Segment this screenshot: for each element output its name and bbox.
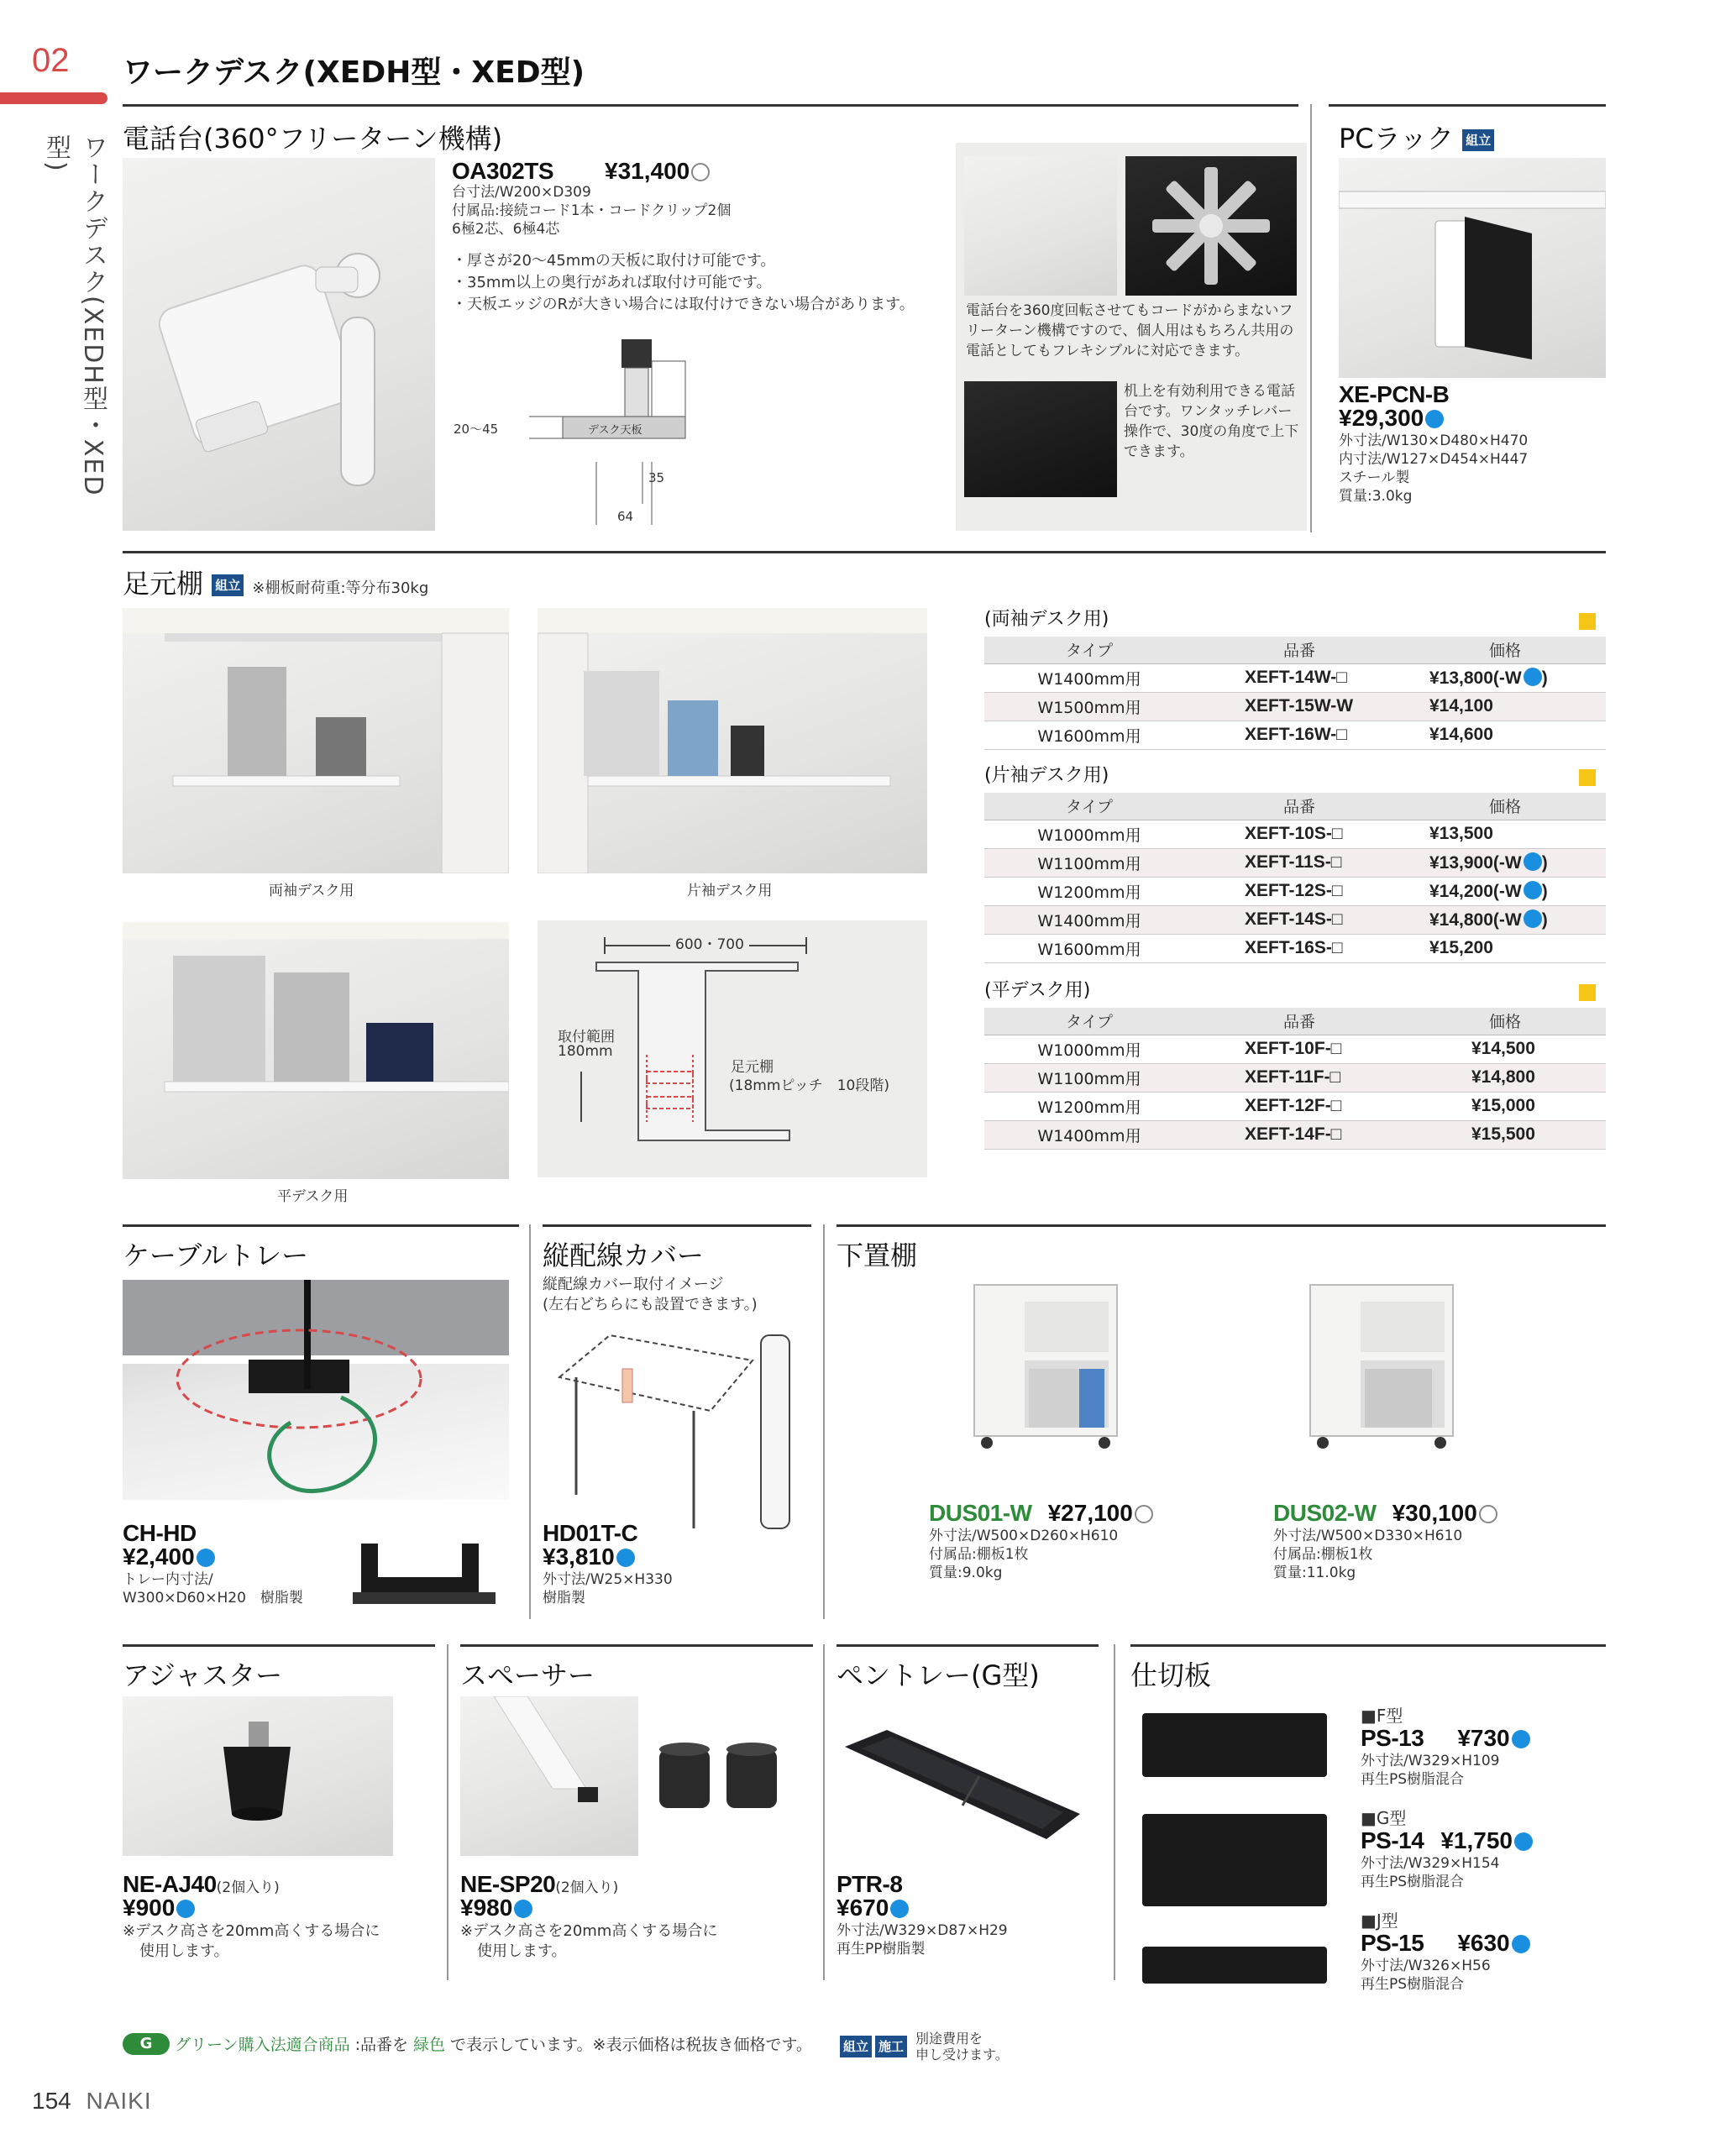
pen-tray-price: ¥670	[837, 1895, 909, 1921]
range-label: 取付範囲	[558, 1029, 615, 1046]
cable-tray-title: ケーブルトレー	[123, 1240, 309, 1271]
partition-j-model: PS-15	[1361, 1930, 1424, 1956]
desk-board-label: デスク天板	[588, 424, 642, 437]
partition-f-model: PS-13	[1361, 1725, 1424, 1751]
cable-tray-product-image	[344, 1527, 496, 1611]
caption-double: 両袖デスク用	[269, 883, 354, 899]
green-purchase-mark-icon	[1514, 1832, 1533, 1851]
dus01-specs: 外寸法/W500×D260×H610 付属品:棚板1枚 質量:9.0kg	[929, 1528, 1119, 1581]
under-shelf-title: 下置棚	[837, 1240, 918, 1271]
standard-item-mark-icon	[691, 163, 710, 181]
table-row: W1400mm用 XEFT-14S-□ ¥14,800(-W )	[984, 905, 1606, 934]
pen-tray-title: ペントレー(G型)	[837, 1659, 1040, 1691]
section-rule	[460, 1644, 813, 1647]
column-divider	[823, 1644, 825, 1980]
table-row: W1000mm用 XEFT-10F-□ ¥14,500	[984, 1035, 1606, 1063]
tilt-caption: 机上を有効利用できる電話台です。ワンタッチレバー操作で、30度の角度で上下できます。	[1124, 383, 1299, 460]
foot-shelf-title: 足元棚 組立 ※棚板耐荷重:等分布30kg	[123, 568, 429, 600]
table-row: W1000mm用 XEFT-10S-□ ¥13,500	[984, 820, 1606, 848]
section-rule	[123, 1644, 435, 1647]
caption-flat: 平デスク用	[277, 1188, 349, 1205]
assembly-badge: 組立	[840, 2036, 872, 2057]
green-purchase-mark-icon	[1524, 881, 1542, 899]
depth-64-dimension: 64	[617, 509, 634, 524]
assembly-badge: 組立	[212, 574, 244, 596]
green-purchase-mark-icon	[1524, 852, 1542, 871]
green-purchase-mark-icon	[1512, 1935, 1530, 1953]
dus01-price: ¥27,100	[1047, 1500, 1133, 1526]
yellow-mark-icon	[1579, 984, 1596, 1001]
shelf-label: 足元棚	[731, 1059, 774, 1076]
shelf-dimension-diagram	[538, 920, 927, 1177]
green-note-text-3: で表示しています。※表示価格は税抜き価格です。	[450, 2036, 812, 2054]
green-note-text-2: 緑色	[413, 2036, 446, 2054]
dus01-item	[929, 1500, 1153, 1582]
phone-stand-specs: 台寸法/W200×D309 付属品:接続コード1本・コードクリップ2個 6極2芯、6極4芯	[452, 184, 732, 238]
pen-tray-model: PTR-8	[837, 1871, 903, 1897]
cable-tray-photo	[123, 1280, 509, 1500]
table-row: W1200mm用 XEFT-12S-□ ¥14,200(-W )	[984, 877, 1606, 905]
green-purchase-mark-icon	[1425, 410, 1444, 428]
brand-name: NAIKI	[86, 2088, 152, 2114]
caption-single: 片袖デスク用	[687, 883, 773, 899]
dus01-photo	[966, 1276, 1134, 1453]
green-purchase-mark-icon	[197, 1549, 215, 1567]
assembly-badge: 組立	[1462, 129, 1494, 151]
adjuster-photo	[123, 1696, 393, 1856]
pc-rack-title: PCラック 組立	[1339, 118, 1494, 156]
phone-stand-photo	[123, 158, 435, 531]
thickness-dimension: 20～45	[454, 422, 499, 437]
side-chapter-label: ワークデスク(XEDH型・XED型)	[41, 134, 108, 497]
cable-tray-price: ¥2,400	[123, 1544, 215, 1570]
pen-tray-specs: 外寸法/W329×D87×H29 再生PP樹脂製	[837, 1922, 1008, 1958]
table-row: W1400mm用 XEFT-14F-□ ¥15,500	[984, 1120, 1606, 1149]
tilt-photo	[964, 381, 1117, 497]
column-divider	[447, 1644, 448, 1980]
partition-f-specs: 外寸法/W329×H109 再生PS樹脂混合	[1361, 1753, 1500, 1788]
green-purchase-mark-icon	[514, 1900, 532, 1918]
green-purchase-label: グリーン購入法適合商品	[175, 2036, 350, 2054]
table-title-double: (両袖デスク用)	[984, 609, 1109, 630]
flat-desk-shelf-photo	[123, 922, 509, 1179]
section-rule	[837, 1224, 1606, 1227]
green-purchase-note	[123, 2032, 812, 2055]
spacer-parts-photo	[655, 1737, 789, 1821]
partition-title: 仕切板	[1130, 1659, 1212, 1691]
partition-f-item	[1361, 1706, 1530, 1789]
adjuster-price: ¥900	[123, 1895, 195, 1921]
standard-item-mark-icon	[1479, 1505, 1497, 1523]
section-rule	[123, 104, 1298, 107]
price-table-flat: タイプ 品番 価格 W1000mm用 XEFT-10F-□ ¥14,500 W1100mm用 XEFT-11F-□ ¥14,800 W1200mm用 XEFT-12F-□ ¥15,000 W1400mm用 XEFT-14F-□ ¥15,500	[984, 1008, 1606, 1150]
price-table-double: タイプ 品番 価格 W1400mm用 XEFT-14W-□ ¥13,800(-W ) W1500mm用 XEFT-15W-W ¥14,100 W1600mm用 XEFT-16W-□ ¥14,600	[984, 637, 1606, 750]
pc-rack-specs: 外寸法/W130×D480×H470 内寸法/W127×D454×H447 スチール製 質量:3.0kg	[1339, 432, 1529, 505]
yellow-mark-icon	[1579, 769, 1596, 786]
table-row: W1200mm用 XEFT-12F-□ ¥15,000	[984, 1092, 1606, 1120]
green-purchase-mark-icon	[890, 1900, 909, 1918]
cable-tray-model: CH-HD	[123, 1520, 197, 1546]
partition-g-item	[1361, 1809, 1533, 1891]
width-dimension: 600・700	[670, 932, 749, 953]
pen-tray-photo	[837, 1713, 1088, 1856]
page-number: 154	[32, 2088, 71, 2114]
partition-j-specs: 外寸法/W326×H56 再生PS樹脂混合	[1361, 1958, 1491, 1993]
phone-stand-title: 電話台(360°フリーターン機構)	[123, 123, 503, 155]
section-rule	[1329, 104, 1606, 107]
green-purchase-mark-icon	[1524, 909, 1542, 928]
green-purchase-mark-icon	[1512, 1730, 1530, 1748]
dus02-item	[1273, 1500, 1497, 1582]
green-purchase-mark-icon	[176, 1900, 195, 1918]
table-title-single: (片袖デスク用)	[984, 765, 1109, 786]
installation-badge: 施工	[875, 2036, 907, 2057]
table-row: W1600mm用 XEFT-16S-□ ¥15,200	[984, 934, 1606, 962]
section-rule	[123, 551, 1606, 553]
adjuster-qty: (2個入り)	[216, 1879, 280, 1896]
partition-f-photo	[1142, 1713, 1327, 1777]
adjuster-title: アジャスター	[123, 1659, 283, 1691]
chapter-number: 02	[32, 42, 70, 79]
section-rule	[1130, 1644, 1606, 1647]
spacer-qty: (2個入り)	[555, 1879, 619, 1896]
page-title: ワークデスク(XEDH型・XED型)	[123, 55, 585, 90]
adjuster-notes: ※デスク高さを20mm高くする場合に 使用します。	[123, 1922, 380, 1960]
partition-g-type: ■G型	[1361, 1808, 1407, 1828]
rotation-caption: 電話台を360度回転させてもコードがからまないフリーターン機構ですので、個人用はもちろん共用の電話としてもフレキシブルに対応できます。	[966, 302, 1294, 359]
pitch-label: (18mmピッチ 10段階)	[729, 1077, 889, 1094]
column-divider	[529, 1224, 531, 1619]
pc-rack-model: XE-PCN-B	[1339, 381, 1450, 407]
section-rule	[837, 1644, 1099, 1647]
phone-stand-notes: ・厚さが20～45mmの天板に取付け可能です。 ・35mm以上の奥行があれば取付け可能です。 ・天板エッジのRが大きい場合には取付けできない場合があります。	[452, 252, 915, 313]
table-row: W1100mm用 XEFT-11S-□ ¥13,900(-W )	[984, 848, 1606, 877]
table-title-flat: (平デスク用)	[984, 980, 1091, 1001]
wire-cover-price: ¥3,810	[543, 1544, 635, 1570]
mounting-diagram	[454, 336, 705, 529]
wire-cover-model: HD01T-C	[543, 1520, 638, 1546]
green-purchase-mark-icon	[1524, 668, 1542, 686]
partition-g-price: ¥1,750	[1440, 1827, 1513, 1853]
depth-35-dimension: 35	[648, 470, 665, 485]
table-row: W1100mm用 XEFT-11F-□ ¥14,800	[984, 1063, 1606, 1092]
column-divider	[1114, 1644, 1115, 1980]
fee-note-text: 別途費用を 申し受けます。	[915, 2031, 1009, 2063]
rotation-photo	[964, 156, 1117, 296]
partition-j-price: ¥630	[1457, 1930, 1510, 1956]
pc-rack-photo	[1339, 158, 1606, 378]
spacer-model: NE-SP20	[460, 1871, 556, 1897]
partition-g-model: PS-14	[1361, 1827, 1424, 1853]
page-footer	[32, 2088, 152, 2115]
price-table-single: タイプ 品番 価格 W1000mm用 XEFT-10S-□ ¥13,500 W1100mm用 XEFT-11S-□ ¥13,900(-W ) W1200mm用 XEFT-12S-□ ¥14,200(-W ) W1400mm用 XEFT-14S-□ ¥14,800(-W ) W1600mm用 XEFT-16S-□ ¥15,200	[984, 793, 1606, 963]
spacer-notes: ※デスク高さを20mm高くする場合に 使用します。	[460, 1922, 718, 1960]
green-purchase-mark-icon	[616, 1549, 635, 1567]
dus02-photo	[1302, 1276, 1470, 1453]
wire-cover-specs: 外寸法/W25×H330 樹脂製	[543, 1571, 673, 1607]
dus02-price: ¥30,100	[1392, 1500, 1477, 1526]
dus02-model: DUS02-W	[1273, 1500, 1377, 1526]
spacer-title: スペーサー	[460, 1659, 595, 1691]
fee-note	[840, 2031, 1009, 2063]
standard-item-mark-icon	[1135, 1505, 1153, 1523]
section-rule	[123, 1224, 519, 1227]
dus01-model: DUS01-W	[929, 1500, 1032, 1526]
wire-cover-illustration	[543, 1327, 811, 1537]
wire-cover-image-note: 縦配線カバー取付イメージ (左右どちらにも設置できます。)	[543, 1276, 758, 1313]
spacer-price: ¥980	[460, 1895, 532, 1921]
spacer-desk-photo	[460, 1696, 638, 1856]
table-row: W1500mm用 XEFT-15W-W ¥14,100	[984, 692, 1606, 721]
section-rule	[543, 1224, 811, 1227]
wire-cover-title: 縦配線カバー	[543, 1240, 705, 1271]
pc-rack-price: ¥29,300	[1339, 405, 1444, 432]
single-pedestal-shelf-photo	[538, 608, 927, 873]
adjuster-model: NE-AJ40	[123, 1871, 217, 1897]
chapter-marker-bar	[0, 92, 108, 104]
partition-j-type: ■J型	[1361, 1911, 1398, 1931]
range-value: 180mm	[558, 1043, 613, 1060]
table-row: W1600mm用 XEFT-16W-□ ¥14,600	[984, 721, 1606, 749]
rotation-overhead-photo	[1125, 156, 1297, 296]
partition-f-price: ¥730	[1457, 1725, 1510, 1751]
partition-g-specs: 外寸法/W329×H154 再生PS樹脂混合	[1361, 1855, 1500, 1890]
phone-stand-model: OA302TS	[452, 158, 553, 184]
phone-stand-price: ¥31,400	[605, 158, 710, 185]
column-divider	[1310, 104, 1312, 532]
cable-tray-specs: トレー内寸法/ W300×D60×H20 樹脂製	[123, 1571, 303, 1607]
green-purchase-logo-icon: G	[123, 2033, 170, 2055]
partition-j-photo	[1142, 1947, 1327, 1984]
green-note-text-1: :品番を	[354, 2036, 409, 2054]
double-pedestal-shelf-photo	[123, 608, 509, 873]
partition-g-photo	[1142, 1814, 1327, 1906]
partition-f-type: ■F型	[1361, 1706, 1403, 1726]
column-divider	[823, 1224, 825, 1619]
table-row: W1400mm用 XEFT-14W-□ ¥13,800(-W )	[984, 663, 1606, 692]
load-capacity-note: ※棚板耐荷重:等分布30kg	[252, 579, 429, 597]
dus02-specs: 外寸法/W500×D330×H610 付属品:棚板1枚 質量:11.0kg	[1273, 1528, 1463, 1581]
partition-j-item	[1361, 1911, 1530, 1994]
yellow-mark-icon	[1579, 613, 1596, 630]
